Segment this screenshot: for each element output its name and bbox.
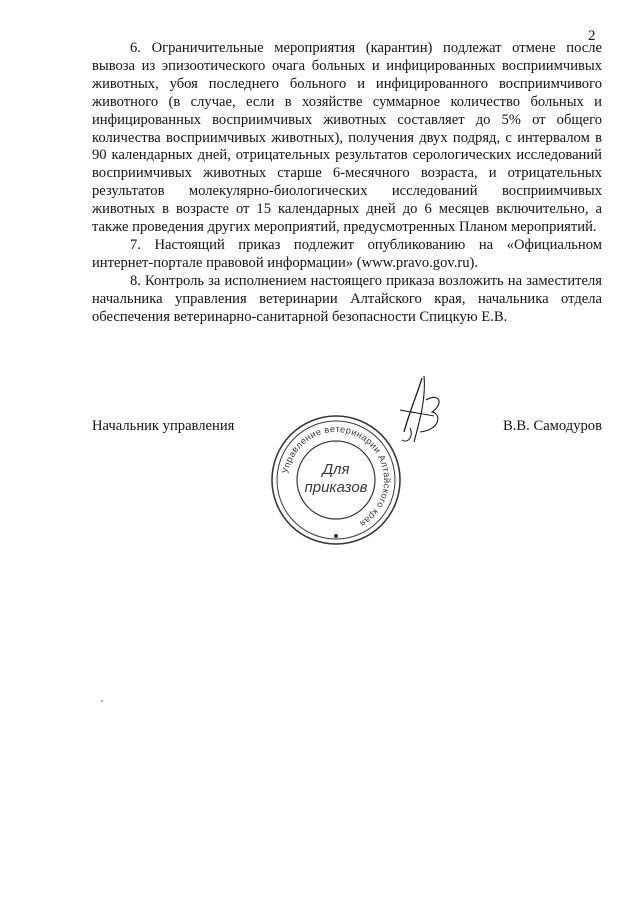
stamp-ring-text: Управление ветеринарии Алтайского края [280, 423, 393, 530]
stamp-line-2: приказов [304, 479, 368, 496]
signer-title: Начальник управления [92, 418, 235, 434]
paragraph-6: 6. Ограничительные мероприятия (карантин) подлежат отмене после вывоза из эпизоотического очага больных и инфицированных восприимчивых животных, убоя последнего больного и инфицированного восприимчивого животного (в случае, если в хозяйстве суммарное количество больных и инфицированных восприимчивых животных составляет до 5% от общего количества восприимчивых животных), получения двух подряд, с интервалом в 90 календарных дней, отрицательных результатов серологических исследований восприимчивых животных старше 6-месячного возраста, и отрицательных результатов молекулярно-биологических исследований восприимчивых животных в возрасте от 15 календарных дней до 6 месяцев включительно, а также проведения других мероприятий, предусмотренных Планом мероприятий. [92, 40, 602, 236]
official-stamp [268, 412, 404, 548]
stamp-line-1: Для [322, 461, 350, 478]
paragraph-7: 7. Настоящий приказ подлежит опубликованию на «Официальном интернет-портале правовой информации» (www.pravo.gov.ru). [92, 236, 602, 271]
document-body [92, 40, 602, 327]
scan-speck [101, 700, 103, 702]
paragraph-8: 8. Контроль за исполнением настоящего приказа возложить на заместителя начальника управления ветеринарии Алтайского края, начальника отдела обеспечения ветеринарно-санитарной безопасности Спицкую Е.В. [92, 272, 602, 325]
signer-name: В.В. Самодуров [503, 418, 602, 434]
page-number: 2 [588, 28, 596, 44]
